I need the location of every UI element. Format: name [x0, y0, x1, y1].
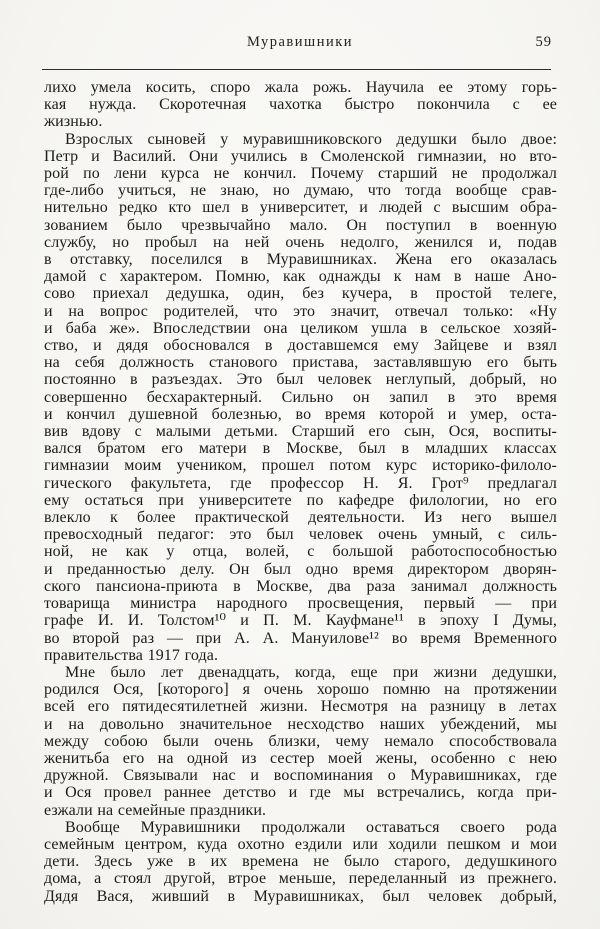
text-line: правительства 1917 года.	[44, 646, 219, 664]
text-line: ского пансиона-приюта в Москве, два раза занимал должность	[44, 577, 557, 595]
running-head	[44, 34, 556, 52]
text-line: сово приехал дедушка, один, без кучера, в простой телеге,	[44, 285, 557, 303]
text-line: и баба же». Впоследствии она целиком ушла в сельское хозяй-	[44, 319, 557, 337]
text-line: женитьба его на одной из сестер моей жены, особенно с нею	[44, 749, 557, 767]
text-line: ство, и дядя обосновался в доставшемся ему Зайцеве и взял	[44, 337, 557, 355]
text-line: и на довольно значительное несходство наших убеждений, мы	[44, 715, 557, 733]
text-line: нительно редко кто шел в университет, и людей с высшим обра-	[44, 199, 557, 217]
text-line: Вообще Муравишники продолжали оставаться своего рода	[65, 818, 557, 836]
text-line: Дядя Вася, живший в Муравишниках, был человек добрый,	[44, 887, 557, 905]
text-line: и Ося провел раннее детство и где мы встречались, когда при-	[44, 784, 557, 802]
text-line: товарища министра народного просвещения, первый — при	[44, 595, 557, 613]
text-line: гимназии моим учеником, прошел потом курс историко-филоло-	[44, 457, 557, 475]
text-line: Петр и Василий. Они учились в Смоленской гимназии, но вто-	[44, 147, 557, 165]
text-line: влекло к более практической деятельности. Из него вышел	[44, 509, 557, 527]
text-line: дамой с характером. Помню, как однажды к нам в наше Ано-	[44, 268, 557, 286]
text-line: Взрослых сыновей у муравишниковского дедушки было двое:	[65, 130, 557, 148]
text-line: и преданностью делу. Он был одно время директором дворян-	[44, 560, 557, 578]
text-line: жизнью.	[44, 113, 103, 131]
text-line: лихо умела косить, споро жала рожь. Научила ее этому горь-	[44, 79, 557, 96]
text-line: ной, не как у отца, волей, с большой работоспособностью	[44, 543, 557, 561]
text-line: гического факультета, где профессор Н. Я. Грот⁹ предлагал	[44, 474, 557, 492]
text-line: дети. Здесь уже в их времена не было старого, дедушкиного	[44, 853, 557, 871]
paragraph	[44, 664, 557, 819]
header-rule	[42, 69, 551, 70]
text-line: кая нужда. Скоротечная чахотка быстро покончила с ее	[44, 96, 557, 114]
text-line: постоянно в разъездах. Это был человек неглупый, добрый, но	[44, 371, 557, 389]
text-line: и на вопрос родителей, что это значит, отвечал только: «Ну	[44, 302, 557, 320]
text-block	[44, 79, 557, 905]
text-line: графе И. И. Толстом¹⁰ и П. М. Кауфмане¹¹ в эпоху I Думы,	[44, 612, 557, 630]
text-line: зованием было чрезвычайно мало. Он поступил в военную	[44, 216, 557, 234]
text-line: совершенно бесхарактерный. Сильно он запил в это время	[44, 388, 557, 406]
text-line: службу, но пробыл на ней очень недолго, женился и, подав	[44, 233, 557, 251]
text-line: ему остаться при университете по кафедре филологии, но его	[44, 491, 557, 509]
text-line: где-либо учиться, не знаю, но думаю, что тогда вообще срав-	[44, 182, 557, 200]
text-line: родился Ося, [которого] я очень хорошо помню на протяжении	[44, 681, 557, 699]
paragraph	[44, 819, 557, 905]
text-line: на себя должность станового пристава, заставлявшую его быть	[44, 354, 557, 372]
text-line: и кончил душевной болезнью, во время которой и умер, оста-	[44, 405, 557, 423]
page-number: 59	[535, 34, 552, 50]
running-title: Муравишники	[246, 34, 354, 50]
paragraph	[44, 131, 557, 664]
text-line: езжали на семейные праздники.	[44, 801, 267, 819]
paragraph	[44, 79, 557, 131]
text-line: рой по лени курса не кончил. Почему старший не продолжал	[44, 165, 557, 183]
text-line: превосходный педагог: это был человек очень умный, с силь-	[44, 526, 557, 544]
text-line: дома, а стоял другой, втрое меньше, переделанный из прежнего.	[44, 870, 557, 888]
text-line: дружной. Связывали нас и воспоминания о Муравишниках, где	[44, 767, 557, 785]
text-line: во второй раз — при А. А. Мануилове¹² во время Временного	[44, 629, 557, 647]
text-line: вив вдову с малыми детьми. Старший его сын, Ося, воспиты-	[44, 423, 557, 441]
text-line: между собою были очень близки, чему немало способствовала	[44, 732, 557, 750]
text-line: в отставку, поселился в Муравишниках. Жена его оказалась	[44, 251, 557, 269]
text-line: Мне было лет двенадцать, когда, еще при жизни дедушки,	[65, 663, 557, 681]
text-line: семейным центром, куда охотно ездили или ходили пешком и мои	[44, 835, 557, 853]
text-line: вался братом его матери в Москве, был в младших классах	[44, 440, 557, 458]
text-line: всей его пятидесятилетней жизни. Несмотря на разницу в летах	[44, 698, 557, 716]
